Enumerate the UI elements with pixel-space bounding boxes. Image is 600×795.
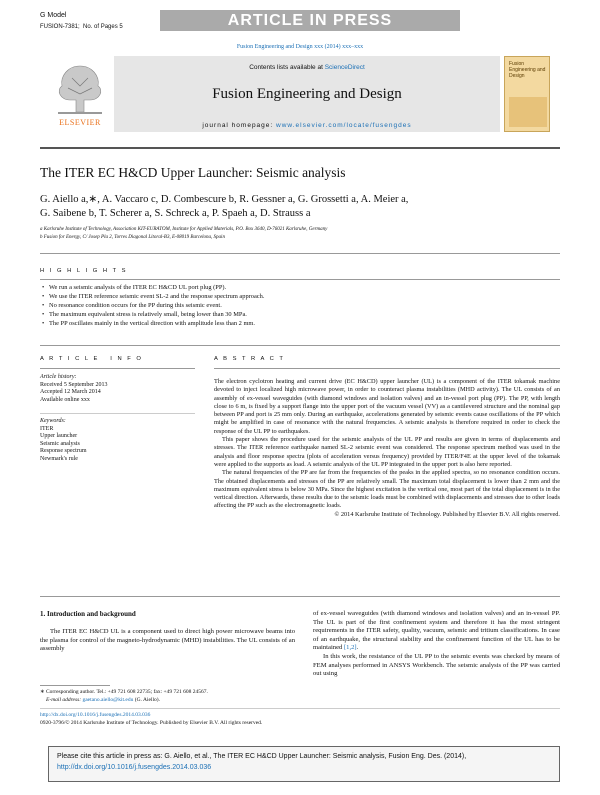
issn-line: 0920-3796/© 2014 Karlsruhe Institute of Technology. Published by Elsevier B.V. All rights reserved. [40, 720, 263, 726]
rule [40, 345, 560, 346]
affiliation-b: b Fusion for Energy, C/ Josep Pla 2, Torres Diagonal Litoral-B3, E-08019 Barcelona, Spain [40, 235, 225, 240]
sciencedirect-link[interactable]: ScienceDirect [324, 64, 365, 71]
abstract-paragraph: This paper shows the procedure used for the seismic analysis of the UL PP and results are given in terms of displacements and stresses. The ITER reference earthquake named SL-2 seismic event was considered. The response spectrum method was used in the analysis and floor response spectra (plots of acceleration versus frequency) provided by ITER/F4E at the upper level of the tokamak were applied to the supports as load. A seismic analysis of the UL PP integrated in the upper port is also here reported. [214, 436, 560, 468]
rule [40, 253, 560, 254]
keyword: ITER [40, 425, 54, 432]
contents-prefix: Contents lists available at [249, 64, 325, 71]
contents-line [114, 64, 500, 71]
rule [40, 279, 560, 280]
elsevier-tree-icon [50, 56, 110, 118]
code-text: FUSION-7381; [40, 24, 80, 30]
homepage-prefix: journal homepage: [202, 122, 277, 129]
publication-info [40, 711, 560, 727]
rule [40, 708, 560, 709]
elsevier-logo [50, 56, 110, 126]
highlights-heading: H I G H L I G H T S [40, 268, 128, 274]
intro-right-column: of ex-vessel waveguides (with diamond windows and isolation valves) and an in-vessel PP. The UL is part of the first confinement system and therefore it has the most stringent requirements in the ITER safety, quality, vacuum, seismic and tritium classifications. In case of an earthquake, the structural stability and the confinement function of the UL has to be maintained [1,2]. In this work, the resistance of the UL PP to the seismic events was checked by means of FEM analyses performed in ANSYS Workbench. The seismic analysis of the PP was carried out using [313, 610, 560, 678]
author-list [40, 193, 408, 221]
homepage-link[interactable]: www.elsevier.com/locate/fusengdes [276, 122, 412, 129]
email-label: E-mail address: [46, 697, 83, 703]
cover-title: Fusion Engineering and Design [509, 61, 546, 79]
abstract-paragraph: The natural frequencies of the PP are far from the frequencies of the peaks in the applied spectra, so no resonance condition occurs. The obtained displacements and stresses of the PP are relatively small. The maximum total displacement is lower than 2 mm and the maximum equivalent stress is below 30 MPa. Since the highest excitation is the vertical one, most part of the total displacement is in the vertical direction. Afterwards, these results due to the seismic loads must be combined with displacements and stresses due to other loads affecting the PP such as the electromagnetic loads. [214, 469, 560, 510]
affiliations [40, 226, 327, 242]
corresponding-author: ∗ Corresponding author. Tel.: +49 721 608 22735; fax: +49 721 608 24567. [40, 689, 208, 695]
reference-link[interactable]: [1,2] [343, 644, 357, 652]
article-in-press-banner: ARTICLE IN PRESS [160, 10, 460, 31]
rule [40, 413, 195, 414]
model-label: G Model [40, 12, 67, 19]
keyword: Response spectrum [40, 448, 87, 455]
highlight-item: • We run a seismic analysis of the ITER EC H&CD UL port plug (PP). [42, 283, 552, 292]
affiliation-a: a Karlsruhe Institute of Technology, Association KIT-EURATOM, Institute for Applied Materials, P.O. Box 3640, D-76021 Karlsruhe, Germany [40, 227, 328, 232]
intro-paragraph: of ex-vessel waveguides (with diamond windows and isolation valves) and an in-vessel PP. The UL is part of the first confinement system and therefore it has the most stringent requirements in the ITER safety, quality, vacuum, seismic and tritium classifications. In case of an earthquake, the structural stability and the confinement function of the UL has to be maintained [313, 610, 560, 652]
keywords-label: Keywords: [40, 418, 66, 424]
abstract-heading: A B S T R A C T [214, 356, 285, 362]
footnote-rule [40, 685, 110, 686]
highlights-list [42, 283, 552, 328]
page-count: No. of Pages 5 [83, 24, 123, 30]
journal-header-box [114, 56, 500, 132]
rule [214, 368, 560, 369]
masthead [50, 56, 550, 140]
keyword: Seismic analysis [40, 440, 80, 447]
keyword: Upper launcher [40, 433, 78, 440]
masthead-rule [40, 147, 560, 149]
article-info-heading: A R T I C L E I N F O [40, 356, 143, 362]
email-link[interactable]: gaetano.aiello@kit.edu [82, 697, 134, 703]
intro-paragraph: In this work, the resistance of the UL PP to the seismic events was checked by means of FEM analyses performed in ANSYS Workbench. The seismic analysis of the PP was carried out using [313, 652, 560, 678]
cite-box [48, 746, 560, 782]
journal-citation[interactable]: Fusion Engineering and Design xxx (2014) xxx–xxx [236, 44, 364, 50]
abstract-paragraph: The electron cyclotron heating and current drive (EC H&CD) upper launcher (UL) is a component of the ITER tokamak machine devoted to inject localized high microwave power, in order to counteract plasma instabilities (MHD activity). The UL consists of an assembly of ex-vessel waveguides (with diamond windows and isolation valves) and an in-vessel port plug (PP). The PP, with length close to 6 m, is fixed by a support flange into the upper port of the vacuum vessel (VV) as a cantilevered structure and the nominal gap between PP and port is 25 mm only. During an earthquake, accelerations generated by seismic events cause oscillations of the PP which might be amplified in case of resonance with the natural frequencies. A seismic analysis is therefore required in order to check the response of the UL PP to earthquakes. [214, 378, 560, 435]
rule [40, 596, 560, 597]
journal-cover [504, 56, 550, 132]
doi-link[interactable]: http://dx.doi.org/10.1016/j.fusengdes.2014.03.036 [40, 712, 151, 718]
abstract-body [214, 378, 560, 519]
section-heading: 1. Introduction and background [40, 610, 136, 618]
rule [40, 368, 195, 369]
accepted-date: Accepted 12 March 2014 [40, 389, 101, 396]
keywords [40, 418, 200, 464]
cite-text: Please cite this article in press as: G. Aiello, et al., The ITER EC H&CD Upper Launcher: Seismic analysis, Fusion Eng. Des. (2014), [57, 753, 467, 760]
article-title: The ITER EC H&CD Upper Launcher: Seismic analysis [40, 165, 346, 180]
email-suffix: (G. Aiello). [133, 697, 160, 703]
history-label: Article history: [40, 374, 77, 380]
article-history [40, 374, 200, 404]
intro-left-paragraph: The ITER EC H&CD UL is a component used to direct high power microwave beams into the plasma for control of the magneto-hydrodynamic (MHD) instabilities. The UL consists of an assembly [40, 628, 295, 653]
received-date: Received 5 September 2013 [40, 381, 108, 388]
highlight-item: • The maximum equivalent stress is relatively small, being lower than 30 MPa. [42, 310, 552, 319]
footnotes [40, 688, 300, 704]
authors-line-2: G. Saibene b, T. Scherer a, S. Schreck a, P. Spaeh a, D. Strauss a [40, 208, 311, 219]
highlight-item: • No resonance condition occurs for the PP during this seismic event. [42, 301, 552, 310]
cover-image [509, 97, 547, 127]
keyword: Newmark's rule [40, 455, 78, 462]
online-date: Available online xxx [40, 396, 90, 403]
copyright-line: © 2014 Karlsruhe Institute of Technology. Published by Elsevier B.V. All rights reserved. [334, 510, 560, 518]
homepage-line [114, 122, 500, 129]
journal-title: Fusion Engineering and Design [212, 86, 402, 102]
highlight-item: • We use the ITER reference seismic event SL-2 and the response spectrum approach. [42, 292, 552, 301]
article-code [40, 24, 123, 30]
authors-line-1: G. Aiello a,∗, A. Vaccaro c, D. Combescure b, R. Gessner a, G. Grossetti a, A. Meier a, [40, 194, 409, 205]
highlight-item: • The PP oscillates mainly in the vertical direction with amplitude less than 2 mm. [42, 319, 552, 328]
cite-doi-link[interactable]: http://dx.doi.org/10.1016/j.fusengdes.2014.03.036 [57, 764, 212, 771]
publisher-name: ELSEVIER [59, 118, 101, 127]
